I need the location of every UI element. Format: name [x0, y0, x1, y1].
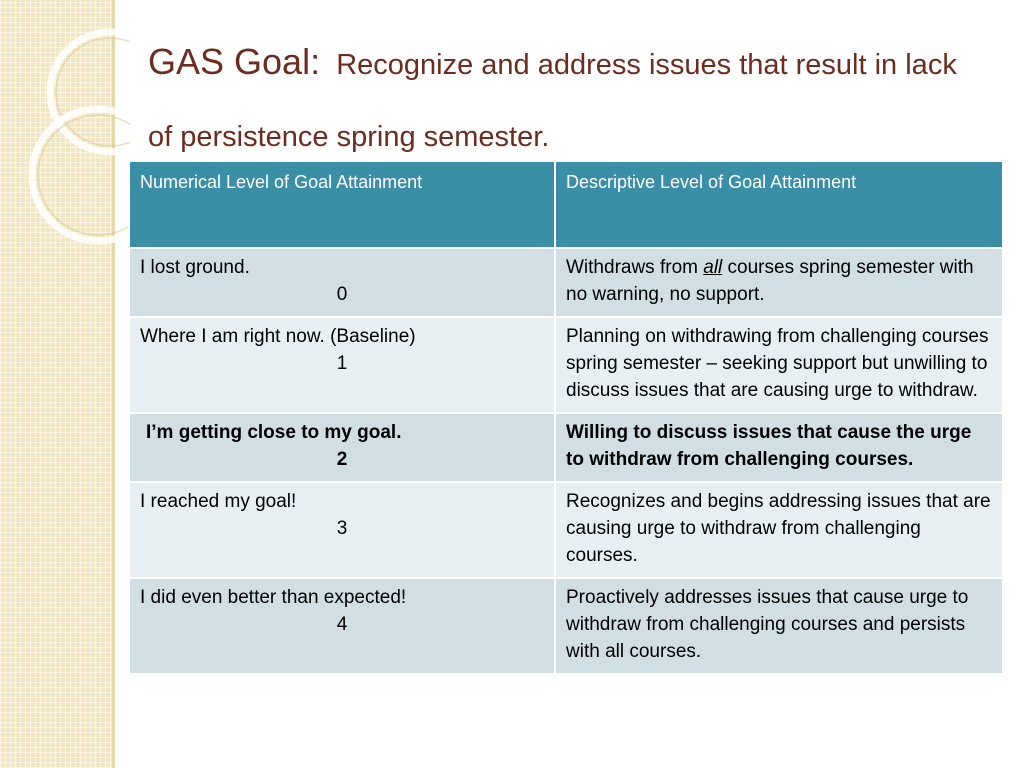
level-cell: [129, 248, 555, 317]
description-cell: Proactively addresses issues that cause urge to withdraw from challenging courses and persists with all courses.: [555, 578, 1003, 674]
table-row: [129, 248, 1003, 317]
title-lead: GAS Goal:: [148, 41, 321, 82]
description-emphasis: all: [703, 257, 723, 278]
table-row: [129, 413, 1003, 482]
title-rest: Recognize and address issues that result in lack of persistence spring semester.: [148, 49, 957, 153]
description-cell: [555, 248, 1003, 317]
level-label: I’m getting close to my goal.: [146, 422, 402, 443]
level-number: 4: [336, 614, 348, 635]
slide-title: [148, 26, 988, 173]
table-row: [129, 317, 1003, 413]
level-label: I reached my goal!: [140, 491, 297, 512]
table-row: [129, 578, 1003, 674]
goal-attainment-table: [128, 160, 1004, 675]
level-label: I lost ground.: [140, 257, 250, 278]
description-cell: Willing to discuss issues that cause the urge to withdraw from challenging courses.: [555, 413, 1003, 482]
level-cell: [129, 317, 555, 413]
decorative-rings: [0, 0, 130, 300]
table-header-row: [129, 161, 1003, 248]
level-label: Where I am right now. (Baseline): [140, 326, 416, 347]
description-text-after: courses spring semester with no warning, no support.: [566, 257, 974, 305]
level-number: 3: [336, 518, 348, 539]
level-label: I did even better than expected!: [140, 587, 407, 608]
table-row: [129, 482, 1003, 578]
level-cell: [129, 413, 555, 482]
level-number: 0: [336, 284, 348, 305]
level-cell: [129, 482, 555, 578]
level-number: 2: [336, 449, 348, 470]
header-descriptive-level: Descriptive Level of Goal Attainment: [555, 161, 1003, 248]
level-cell: [129, 578, 555, 674]
description-cell: Recognizes and begins addressing issues that are causing urge to withdraw from challenging courses.: [555, 482, 1003, 578]
header-numerical-level: Numerical Level of Goal Attainment: [129, 161, 555, 248]
description-text-before: Withdraws from: [566, 257, 698, 278]
description-cell: Planning on withdrawing from challenging courses spring semester – seeking support but unwilling to discuss issues that are causing urge to withdraw.: [555, 317, 1003, 413]
level-number: 1: [336, 353, 348, 374]
